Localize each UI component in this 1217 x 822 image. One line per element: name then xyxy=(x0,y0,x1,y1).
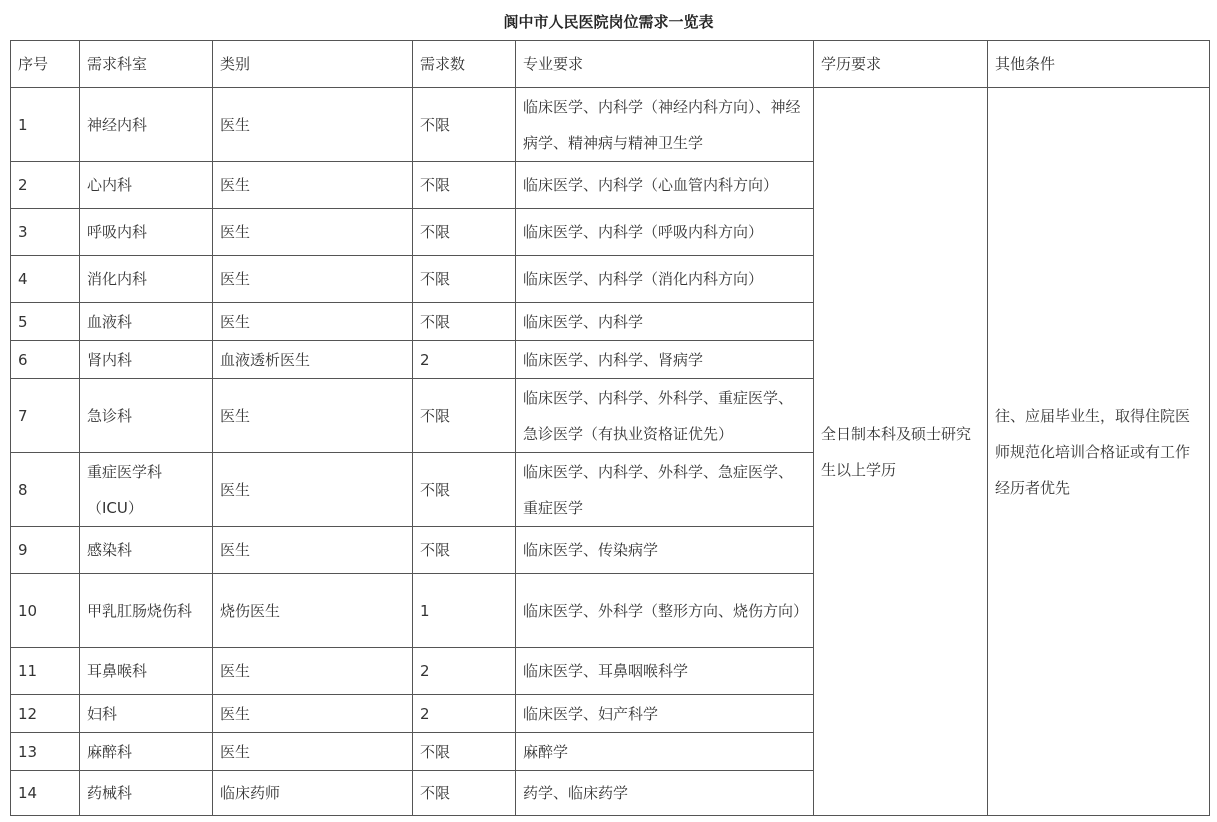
cell-count: 不限 xyxy=(413,256,516,303)
cell-seq: 8 xyxy=(11,453,80,527)
cell-major: 临床医学、内科学、肾病学 xyxy=(516,341,814,379)
cell-dept: 妇科 xyxy=(80,695,213,733)
page-title: 阆中市人民医院岗位需求一览表 xyxy=(503,13,714,31)
cell-major: 临床医学、内科学、外科学、重症医学、急诊医学（有执业资格证优先） xyxy=(516,379,814,453)
cell-other: 往、应届毕业生，取得住院医师规范化培训合格证或有工作经历者优先 xyxy=(988,88,1210,816)
cell-dept: 耳鼻喉科 xyxy=(80,648,213,695)
header-other: 其他条件 xyxy=(988,41,1210,88)
cell-count: 不限 xyxy=(413,379,516,453)
header-row xyxy=(11,41,1210,88)
cell-count: 不限 xyxy=(413,162,516,209)
cell-seq: 1 xyxy=(11,88,80,162)
cell-education: 全日制本科及硕士研究生以上学历 xyxy=(814,88,988,816)
cell-seq: 12 xyxy=(11,695,80,733)
cell-major: 临床医学、妇产科学 xyxy=(516,695,814,733)
cell-count: 不限 xyxy=(413,733,516,771)
header-dept: 需求科室 xyxy=(80,41,213,88)
cell-category: 医生 xyxy=(213,527,413,574)
cell-seq: 10 xyxy=(11,574,80,648)
cell-category: 医生 xyxy=(213,88,413,162)
cell-category: 医生 xyxy=(213,648,413,695)
requirements-table xyxy=(10,40,1210,816)
cell-dept: 呼吸内科 xyxy=(80,209,213,256)
cell-seq: 6 xyxy=(11,341,80,379)
cell-category: 血液透析医生 xyxy=(213,341,413,379)
cell-major: 临床医学、内科学（呼吸内科方向） xyxy=(516,209,814,256)
cell-dept: 药械科 xyxy=(80,771,213,816)
cell-category: 烧伤医生 xyxy=(213,574,413,648)
cell-major: 临床医学、内科学（心血管内科方向） xyxy=(516,162,814,209)
cell-seq: 5 xyxy=(11,303,80,341)
cell-seq: 14 xyxy=(11,771,80,816)
cell-dept: 血液科 xyxy=(80,303,213,341)
cell-major: 临床医学、内科学（消化内科方向） xyxy=(516,256,814,303)
cell-count: 2 xyxy=(413,695,516,733)
cell-dept: 甲乳肛肠烧伤科 xyxy=(80,574,213,648)
cell-category: 医生 xyxy=(213,695,413,733)
cell-count: 1 xyxy=(413,574,516,648)
cell-count: 不限 xyxy=(413,771,516,816)
cell-major: 临床医学、内科学（神经内科方向）、神经病学、精神病与精神卫生学 xyxy=(516,88,814,162)
cell-category: 医生 xyxy=(213,209,413,256)
cell-category: 医生 xyxy=(213,379,413,453)
header-education: 学历要求 xyxy=(814,41,988,88)
header-category: 类别 xyxy=(213,41,413,88)
cell-major: 临床医学、内科学、外科学、急症医学、重症医学 xyxy=(516,453,814,527)
header-count: 需求数 xyxy=(413,41,516,88)
cell-seq: 9 xyxy=(11,527,80,574)
cell-category: 临床药师 xyxy=(213,771,413,816)
cell-count: 不限 xyxy=(413,88,516,162)
header-major: 专业要求 xyxy=(516,41,814,88)
cell-major: 药学、临床药学 xyxy=(516,771,814,816)
cell-dept: 消化内科 xyxy=(80,256,213,303)
cell-count: 不限 xyxy=(413,303,516,341)
cell-category: 医生 xyxy=(213,453,413,527)
cell-major: 临床医学、传染病学 xyxy=(516,527,814,574)
cell-major: 临床医学、内科学 xyxy=(516,303,814,341)
cell-seq: 7 xyxy=(11,379,80,453)
cell-category: 医生 xyxy=(213,162,413,209)
cell-count: 2 xyxy=(413,648,516,695)
cell-category: 医生 xyxy=(213,733,413,771)
cell-dept: 急诊科 xyxy=(80,379,213,453)
cell-seq: 13 xyxy=(11,733,80,771)
cell-dept: 心内科 xyxy=(80,162,213,209)
cell-count: 不限 xyxy=(413,209,516,256)
cell-major: 临床医学、外科学（整形方向、烧伤方向） xyxy=(516,574,814,648)
cell-seq: 11 xyxy=(11,648,80,695)
table-row xyxy=(11,88,1210,162)
cell-dept: 神经内科 xyxy=(80,88,213,162)
cell-count: 不限 xyxy=(413,527,516,574)
cell-dept: 重症医学科（ICU） xyxy=(80,453,213,527)
cell-seq: 2 xyxy=(11,162,80,209)
header-seq: 序号 xyxy=(11,41,80,88)
cell-category: 医生 xyxy=(213,303,413,341)
cell-dept: 麻醉科 xyxy=(80,733,213,771)
cell-dept: 感染科 xyxy=(80,527,213,574)
cell-seq: 3 xyxy=(11,209,80,256)
cell-category: 医生 xyxy=(213,256,413,303)
cell-dept: 肾内科 xyxy=(80,341,213,379)
cell-count: 2 xyxy=(413,341,516,379)
cell-count: 不限 xyxy=(413,453,516,527)
cell-major: 麻醉学 xyxy=(516,733,814,771)
cell-seq: 4 xyxy=(11,256,80,303)
cell-major: 临床医学、耳鼻咽喉科学 xyxy=(516,648,814,695)
